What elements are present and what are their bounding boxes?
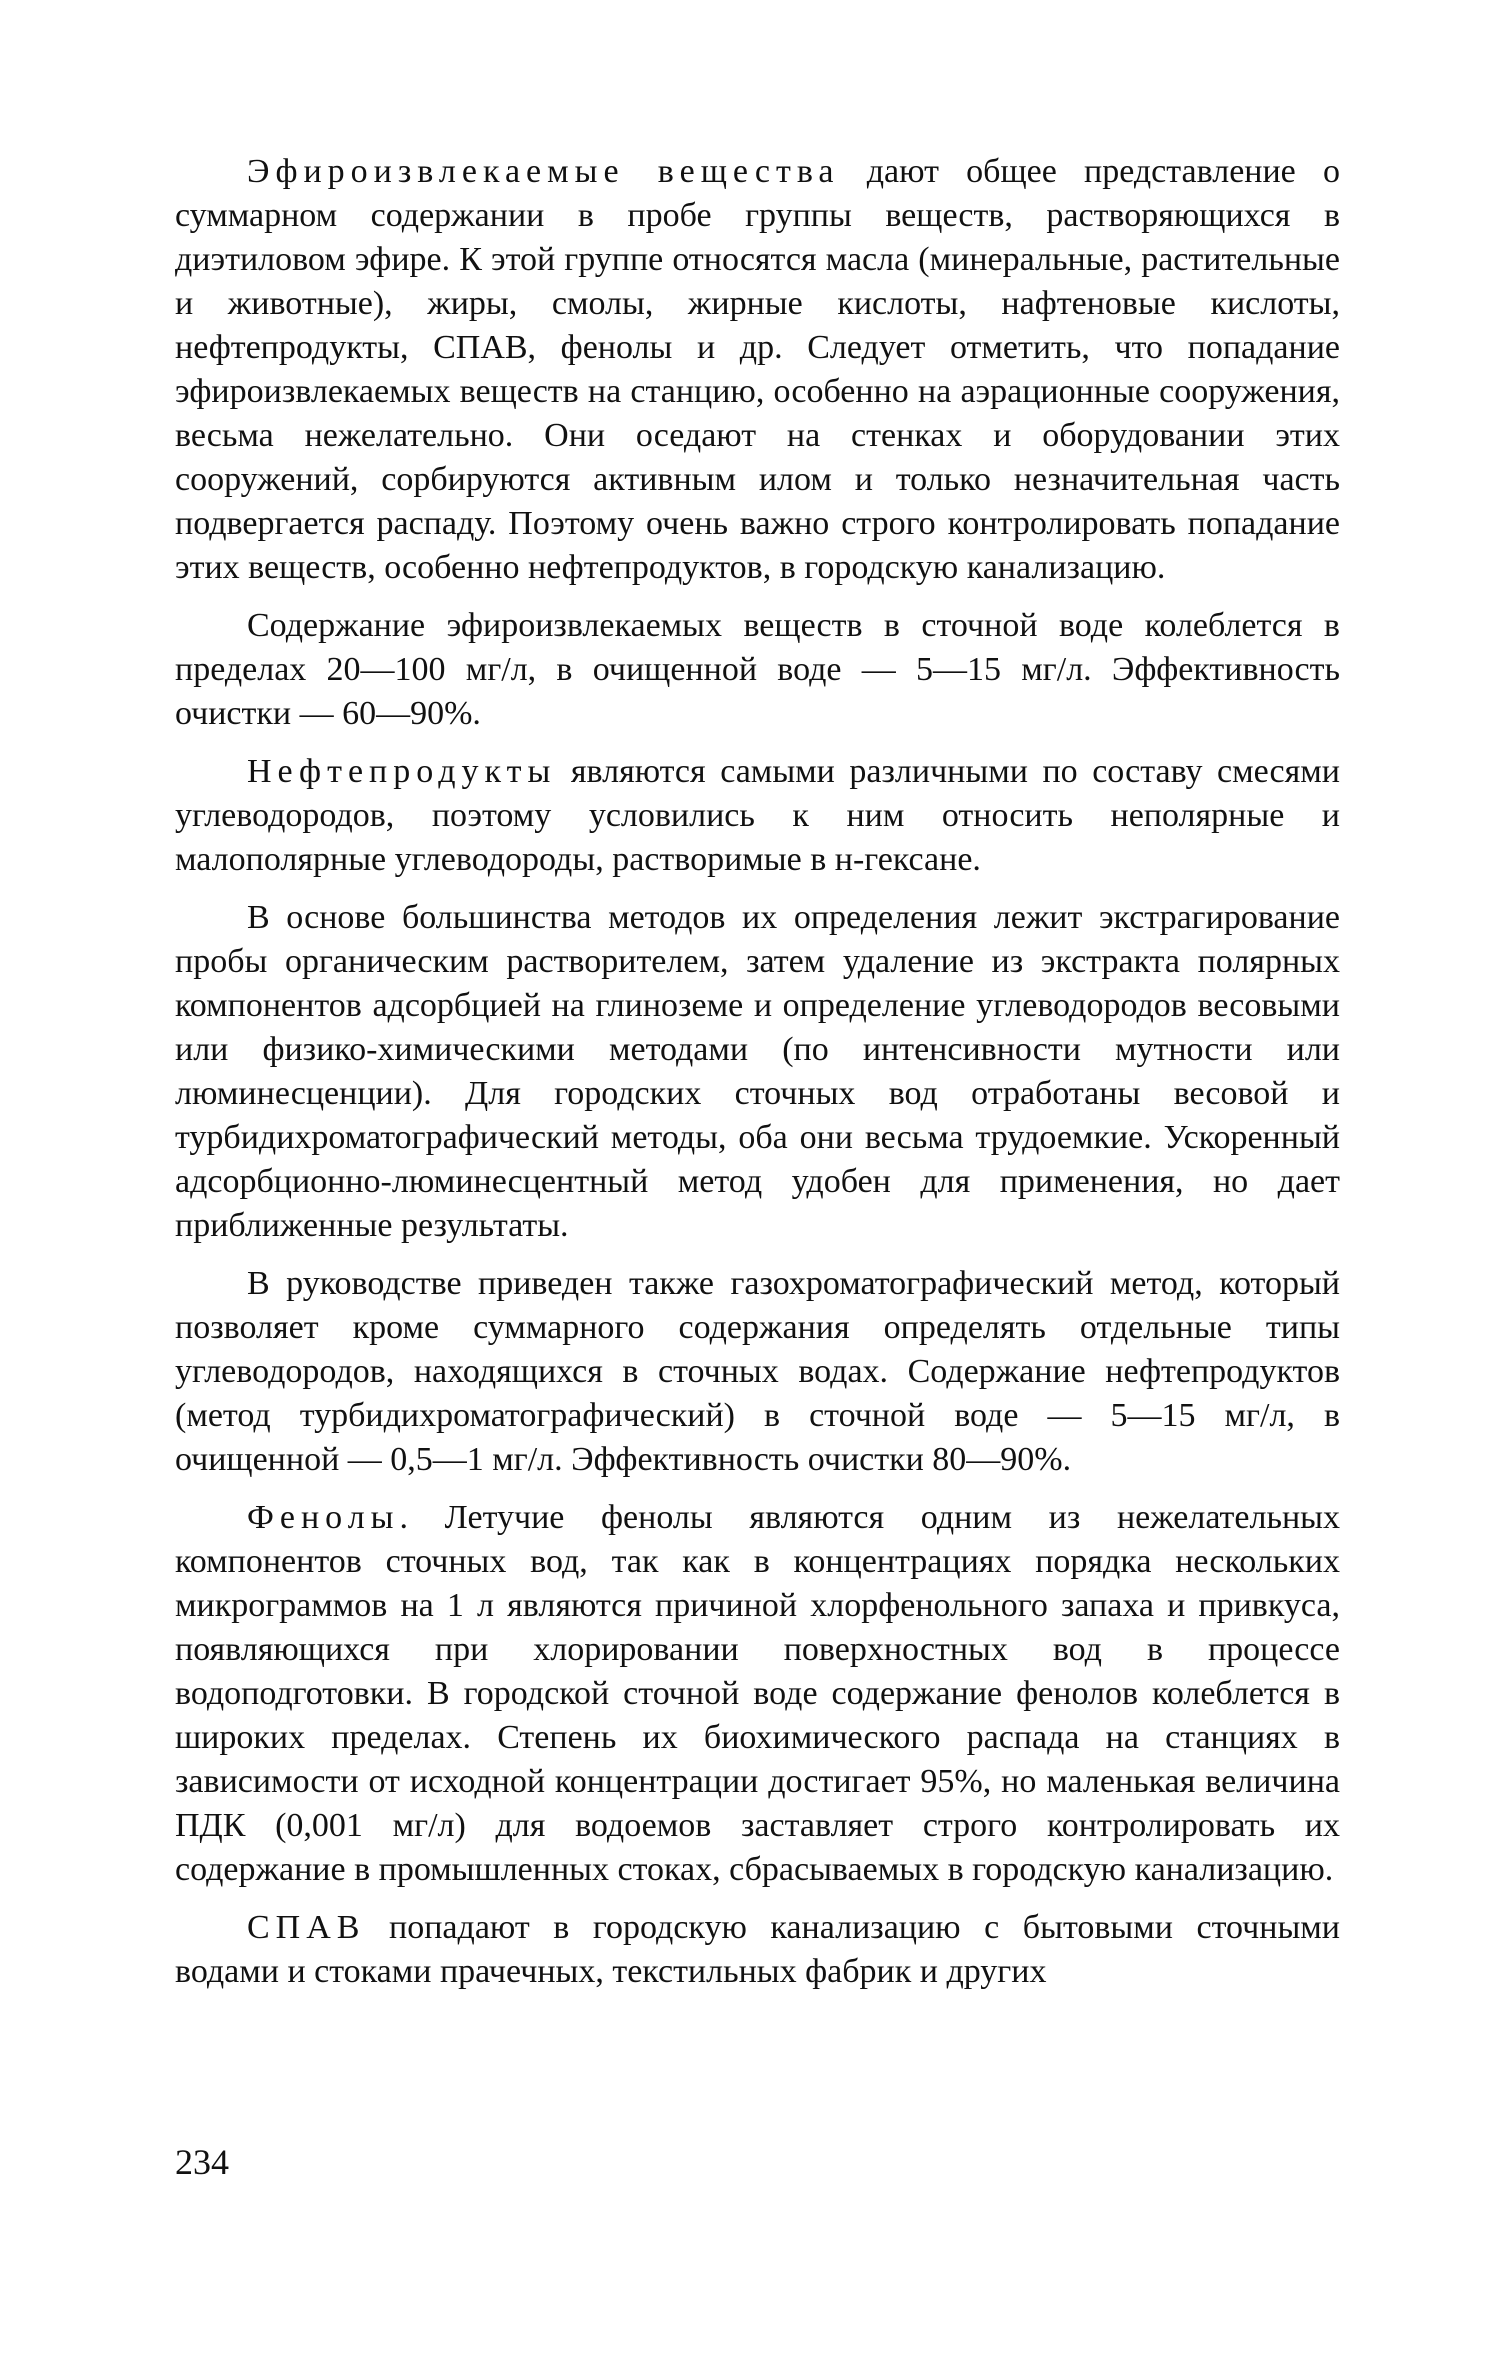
paragraph-text: дают общее представление о суммарном содержании в пробе группы веществ, растворяющихся в диэтиловом эфире. К этой группе относятся масла (минеральные, растительные и животные), жиры, смолы, жирные кислоты, нафтеновые кислоты, нефтепродукты, СПАВ, фенолы и др. Следует отметить, что попадание эфироизвлекаемых веществ на станцию, особенно на аэрационные сооружения, весьма нежелательно. Они оседают на стенках и оборудовании этих сооружений, сорбируются активным илом и только незначительная часть подвергается распаду. Поэтому очень важно строго контролировать попадание этих веществ, особенно нефтепродуктов, в городскую канализацию.: [175, 153, 1340, 586]
term-petroleum-products: Нефтепродукты: [247, 753, 557, 790]
paragraph-text: Содержание эфироизвлекаемых веществ в сточной воде колеблется в пределах 20—100 мг/л, в очищенной воде — 5—15 мг/л. Эффективность очистки — 60—90%.: [175, 607, 1340, 732]
paragraph-surfactants: [175, 1906, 1340, 1994]
paragraph-phenols: [175, 1496, 1340, 1892]
paragraph-text: В руководстве приведен также газохроматографический метод, который позволяет кроме суммарного содержания определять отдельные типы углеводородов, находящихся в сточных водах. Содержание нефтепродуктов (метод турбидихроматографический) в сточной воде — 5—15 мг/л, в очищенной — 0,5—1 мг/л. Эффективность очистки 80—90%.: [175, 1265, 1340, 1478]
paragraph-petroleum-products: [175, 750, 1340, 882]
term-ether-extractables: Эфироизвлекаемые вещества: [247, 153, 840, 190]
paragraph-text: попадают в городскую канализацию с бытовыми сточными водами и стоками прачечных, текстильных фабрик и других: [175, 1909, 1340, 1990]
page-number: 234: [175, 2142, 229, 2182]
paragraph-ether-extractables: [175, 150, 1340, 590]
paragraph-text: . Летучие фенолы являются одним из нежелательных компонентов сточных вод, так как в концентрациях порядка нескольких микрограммов на 1 л являются причиной хлорфенольного запаха и привкуса, появляющихся при хлорировании поверхностных вод в процессе водоподготовки. В городской сточной воде содержание фенолов колеблется в широких пределах. Степень их биохимического распада на станциях в зависимости от исходной концентрации достигает 95%, но маленькая величина ПДК (0,001 мг/л) для водоемов заставляет строго контролировать их содержание в промышленных стоках, сбрасываемых в городскую канализацию.: [175, 1499, 1340, 1888]
paragraph-text: являются самыми различными по составу смесями углеводородов, поэтому условились к ним относить неполярные и малополярные углеводороды, растворимые в н-гексане.: [175, 753, 1340, 878]
term-surfactants: СПАВ: [247, 1909, 366, 1946]
page-body: [175, 150, 1340, 2008]
term-phenols: Фенолы: [247, 1499, 400, 1536]
paragraph-gas-chromatography: [175, 1262, 1340, 1482]
paragraph-ether-content: [175, 604, 1340, 736]
paragraph-text: В основе большинства методов их определения лежит экстрагирование пробы органическим растворителем, затем удаление из экстракта полярных компонентов адсорбцией на глиноземе и определение углеводородов весовыми или физико-химическими методами (по интенсивности мутности или люминесценции). Для городских сточных вод отработаны весовой и турбидихроматографический методы, оба они весьма трудоемкие. Ускоренный адсорбционно-люминесцентный метод удобен для применения, но дает приближенные результаты.: [175, 899, 1340, 1244]
paragraph-methods: [175, 896, 1340, 1248]
